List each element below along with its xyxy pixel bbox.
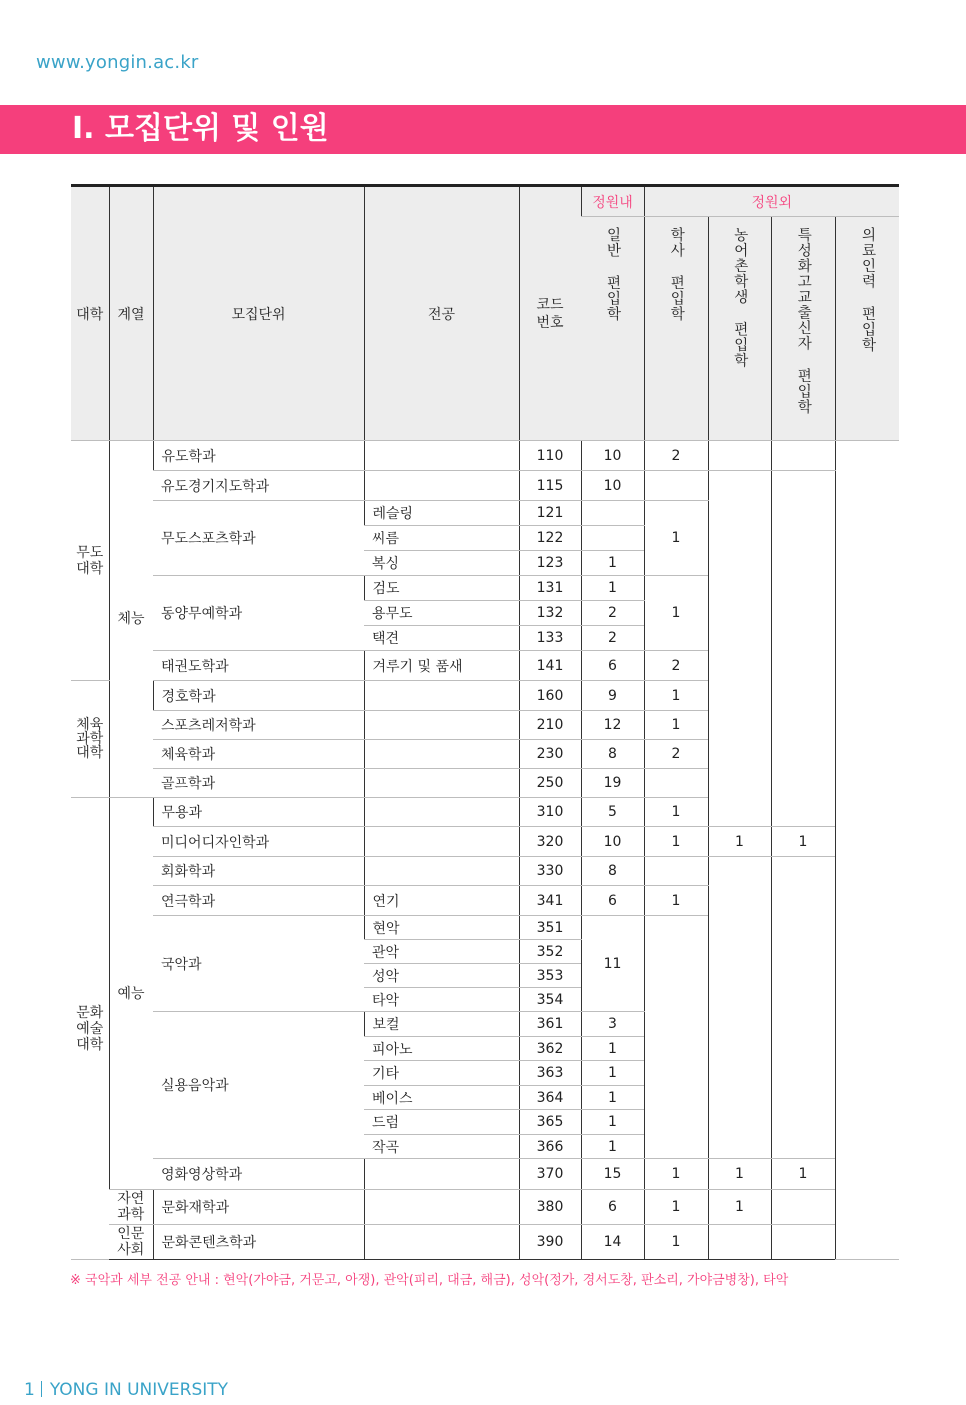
code-cell: 133	[519, 626, 581, 651]
bachelor-cell	[644, 916, 708, 1159]
unit-cell: 무도스포츠학과	[153, 501, 364, 576]
major-cell: 베이스	[364, 1086, 519, 1110]
general-cell	[581, 501, 644, 526]
code-cell: 361	[519, 1012, 581, 1037]
code-cell: 341	[519, 886, 581, 916]
general-cell: 2	[581, 626, 644, 651]
bachelor-cell: 1	[644, 1159, 708, 1190]
major-cell	[364, 827, 519, 857]
code-cell: 362	[519, 1037, 581, 1061]
major-cell: 보컬	[364, 1012, 519, 1037]
major-cell: 택견	[364, 626, 519, 651]
college-culture: 문화 예술 대학	[71, 798, 109, 1260]
unit-cell: 유도경기지도학과	[153, 471, 364, 501]
major-cell: 씨름	[364, 526, 519, 551]
major-cell	[364, 769, 519, 798]
general-cell: 8	[581, 857, 644, 886]
major-cell: 피아노	[364, 1037, 519, 1061]
major-cell: 복싱	[364, 551, 519, 576]
general-cell: 1	[581, 551, 644, 576]
code-cell: 352	[519, 940, 581, 964]
site-url[interactable]: www.yongin.ac.kr	[36, 52, 199, 73]
general-cell: 10	[581, 827, 644, 857]
major-cell	[364, 471, 519, 501]
major-cell: 성악	[364, 964, 519, 988]
code-cell: 310	[519, 798, 581, 827]
section-banner	[0, 105, 966, 154]
bachelor-cell: 1	[644, 501, 708, 576]
header-general: 일반 편입학	[581, 217, 644, 441]
code-cell: 121	[519, 501, 581, 526]
admission-quota-table	[71, 184, 899, 1260]
major-cell	[364, 798, 519, 827]
unit-cell: 국악과	[153, 916, 364, 1012]
unit-cell: 체육학과	[153, 740, 364, 769]
code-cell: 123	[519, 551, 581, 576]
bachelor-cell: 1	[644, 681, 708, 711]
field-natural: 자연 과학	[109, 1190, 153, 1225]
specialized-cell: 1	[771, 827, 835, 857]
rural-cell: 1	[708, 827, 771, 857]
code-cell: 115	[519, 471, 581, 501]
header-within-quota: 정원내	[581, 186, 644, 217]
unit-cell: 무용과	[153, 798, 364, 827]
general-cell: 1	[581, 1037, 644, 1061]
code-cell: 250	[519, 769, 581, 798]
general-cell: 19	[581, 769, 644, 798]
field-humanities: 인문 사회	[109, 1225, 153, 1260]
specialized-cell	[771, 1225, 835, 1260]
general-cell: 10	[581, 471, 644, 501]
unit-cell: 문화재학과	[153, 1190, 364, 1225]
footer-brand: YONG IN UNIVERSITY	[49, 1380, 229, 1400]
table-row	[71, 827, 899, 857]
page-number: 1	[24, 1380, 35, 1400]
bachelor-cell: 1	[644, 798, 708, 827]
major-cell	[364, 1159, 519, 1190]
rural-cell	[708, 471, 771, 827]
major-cell	[364, 740, 519, 769]
code-cell: 390	[519, 1225, 581, 1260]
header-outside-quota: 정원외	[644, 186, 899, 217]
specialized-cell	[771, 471, 835, 827]
code-cell: 132	[519, 601, 581, 626]
bachelor-cell	[644, 769, 708, 798]
header-medical: 의료인력 편입학	[835, 217, 899, 441]
general-cell	[581, 526, 644, 551]
bachelor-cell: 1	[644, 711, 708, 740]
header-specialized: 특성화고교출신자 편입학	[771, 217, 835, 441]
field-arts: 예능	[109, 798, 153, 1190]
unit-cell: 미디어디자인학과	[153, 827, 364, 857]
header-unit: 모집단위	[153, 186, 364, 441]
unit-cell: 연극학과	[153, 886, 364, 916]
table-row	[71, 1190, 899, 1225]
unit-cell: 동양무예학과	[153, 576, 364, 651]
code-cell: 210	[519, 711, 581, 740]
unit-cell: 경호학과	[153, 681, 364, 711]
bachelor-cell: 1	[644, 1190, 708, 1225]
general-cell: 10	[581, 441, 644, 471]
unit-cell: 문화콘텐츠학과	[153, 1225, 364, 1260]
header-field: 계열	[109, 186, 153, 441]
table-row	[71, 471, 899, 501]
unit-cell: 영화영상학과	[153, 1159, 364, 1190]
footnote: ※ 국악과 세부 전공 안내 : 현악(가야금, 거문고, 아쟁), 관악(피리, 대금, 해금), 성악(정가, 경서도창, 판소리, 가야금병창), 타악	[70, 1273, 789, 1288]
unit-cell: 유도학과	[153, 441, 364, 471]
code-cell: 353	[519, 964, 581, 988]
bachelor-cell: 2	[644, 651, 708, 681]
major-cell	[364, 857, 519, 886]
code-cell: 160	[519, 681, 581, 711]
bachelor-cell: 1	[644, 827, 708, 857]
header-rural: 농어촌학생 편입학	[708, 217, 771, 441]
bachelor-cell	[644, 857, 708, 886]
major-cell: 현악	[364, 916, 519, 940]
major-cell: 레슬링	[364, 501, 519, 526]
unit-cell: 스포츠레저학과	[153, 711, 364, 740]
unit-cell: 회화학과	[153, 857, 364, 886]
general-cell: 11	[581, 916, 644, 1012]
general-cell: 6	[581, 886, 644, 916]
general-cell: 6	[581, 1190, 644, 1225]
major-cell: 타악	[364, 988, 519, 1012]
code-cell: 330	[519, 857, 581, 886]
major-cell	[364, 441, 519, 471]
general-cell: 6	[581, 651, 644, 681]
general-cell: 9	[581, 681, 644, 711]
medical-cell	[835, 441, 899, 1260]
code-cell: 363	[519, 1061, 581, 1086]
bachelor-cell: 2	[644, 740, 708, 769]
rural-cell: 1	[708, 1190, 771, 1225]
header-code: 코드 번호	[519, 186, 581, 441]
unit-cell: 태권도학과	[153, 651, 364, 681]
code-cell: 351	[519, 916, 581, 940]
college-sports: 체육 과학 대학	[71, 681, 109, 798]
major-cell: 연기	[364, 886, 519, 916]
bachelor-cell: 1	[644, 886, 708, 916]
specialized-cell	[771, 1190, 835, 1225]
bachelor-cell: 1	[644, 576, 708, 651]
header-college: 대학	[71, 186, 109, 441]
major-cell: 작곡	[364, 1135, 519, 1159]
rural-cell	[708, 1225, 771, 1260]
table-row	[71, 1159, 899, 1190]
general-cell: 3	[581, 1012, 644, 1037]
major-cell: 기타	[364, 1061, 519, 1086]
table-row	[71, 1225, 899, 1260]
code-cell: 380	[519, 1190, 581, 1225]
field-physical: 체능	[109, 441, 153, 798]
header-major: 전공	[364, 186, 519, 441]
general-cell: 2	[581, 601, 644, 626]
specialized-cell: 1	[771, 1159, 835, 1190]
bachelor-cell: 2	[644, 441, 708, 471]
major-cell: 드럼	[364, 1110, 519, 1135]
general-cell: 5	[581, 798, 644, 827]
code-cell: 364	[519, 1086, 581, 1110]
general-cell: 1	[581, 1135, 644, 1159]
specialized-cell	[771, 857, 835, 1159]
general-cell: 12	[581, 711, 644, 740]
major-cell	[364, 1225, 519, 1260]
unit-cell: 실용음악과	[153, 1012, 364, 1159]
major-cell: 용무도	[364, 601, 519, 626]
code-cell: 131	[519, 576, 581, 601]
major-cell	[364, 681, 519, 711]
general-cell: 14	[581, 1225, 644, 1260]
college-martial: 무도 대학	[71, 441, 109, 681]
code-cell: 320	[519, 827, 581, 857]
page-footer	[24, 1380, 228, 1400]
code-cell: 365	[519, 1110, 581, 1135]
code-cell: 122	[519, 526, 581, 551]
table-row	[71, 857, 899, 886]
code-cell: 141	[519, 651, 581, 681]
general-cell: 8	[581, 740, 644, 769]
general-cell: 1	[581, 1086, 644, 1110]
rural-cell: 1	[708, 1159, 771, 1190]
unit-cell: 골프학과	[153, 769, 364, 798]
header-bachelor: 학사 편입학	[644, 217, 708, 441]
bachelor-cell: 1	[644, 1225, 708, 1260]
footer-divider	[41, 1381, 42, 1397]
code-cell: 110	[519, 441, 581, 471]
major-cell	[364, 711, 519, 740]
general-cell: 1	[581, 1061, 644, 1086]
major-cell: 관악	[364, 940, 519, 964]
code-cell: 354	[519, 988, 581, 1012]
code-cell: 230	[519, 740, 581, 769]
major-cell: 검도	[364, 576, 519, 601]
rural-cell	[708, 857, 771, 1159]
table-row	[71, 441, 899, 471]
section-title: Ⅰ. 모집단위 및 인원	[72, 111, 329, 146]
general-cell: 15	[581, 1159, 644, 1190]
bachelor-cell	[644, 471, 708, 501]
code-cell: 366	[519, 1135, 581, 1159]
rural-cell	[708, 441, 771, 471]
major-cell	[364, 1190, 519, 1225]
general-cell: 1	[581, 1110, 644, 1135]
major-cell: 겨루기 및 품새	[364, 651, 519, 681]
general-cell: 1	[581, 576, 644, 601]
specialized-cell	[771, 441, 835, 471]
code-cell: 370	[519, 1159, 581, 1190]
